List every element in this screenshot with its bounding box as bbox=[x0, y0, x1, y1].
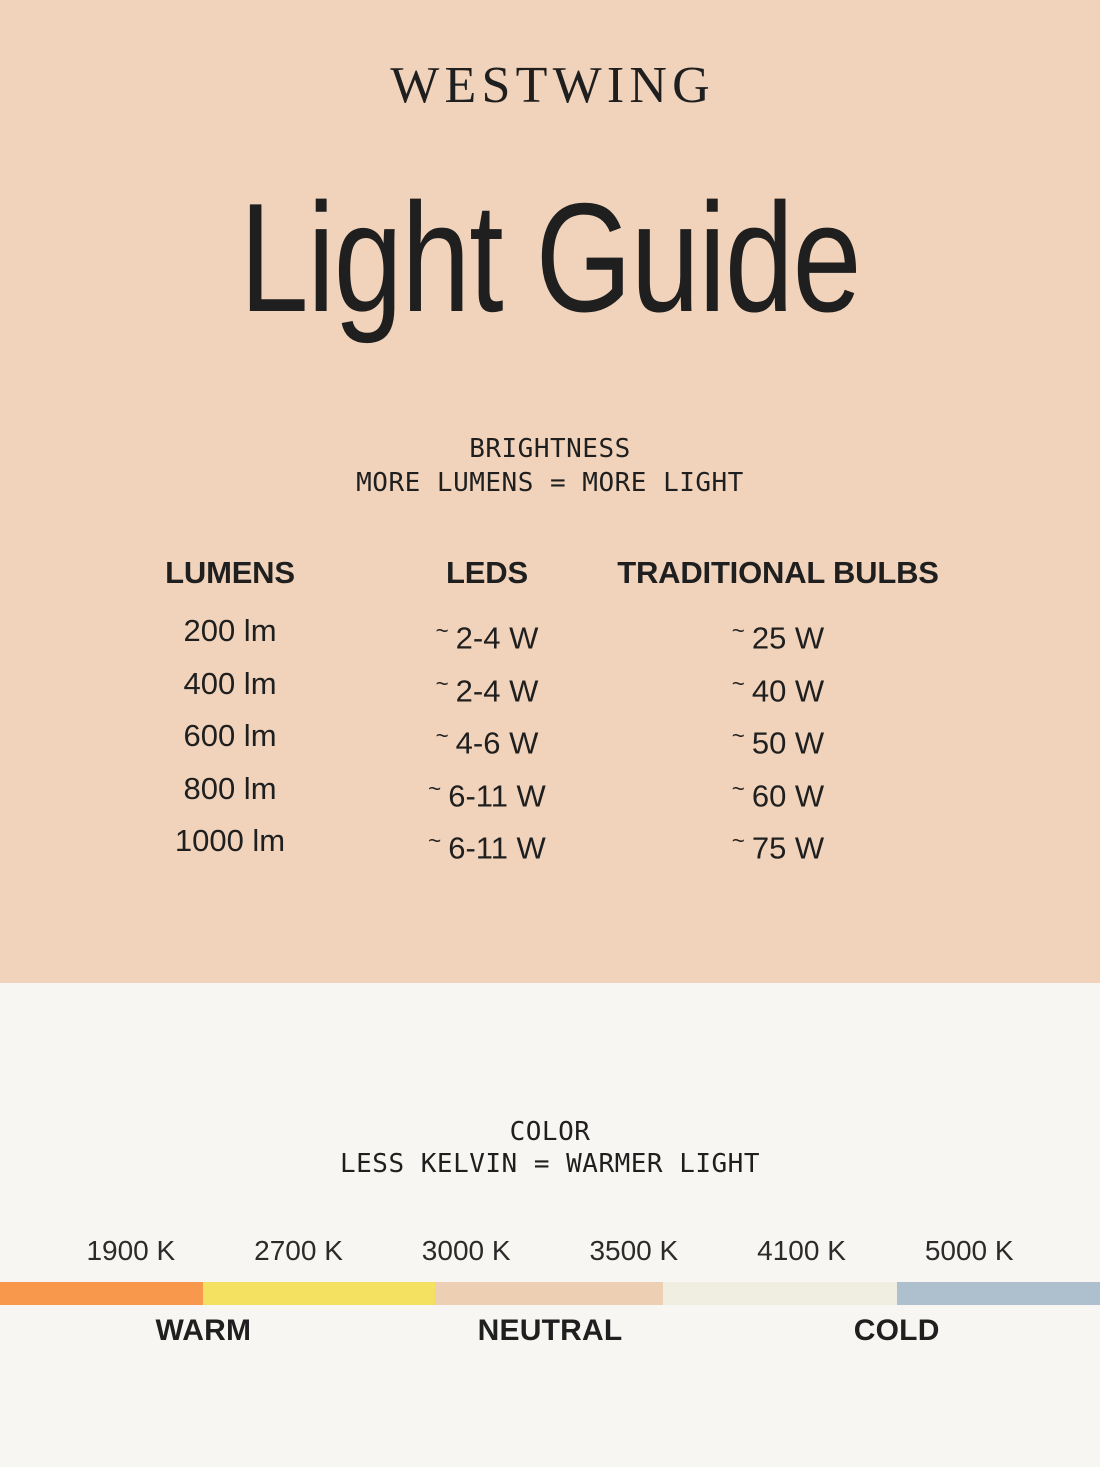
lumens-cell: 1000 lm bbox=[174, 823, 286, 858]
lumens-cell: 200 lm bbox=[183, 613, 277, 648]
temp-label-neutral: NEUTRAL bbox=[477, 1314, 623, 1347]
table-row bbox=[0, 718, 1100, 761]
leds-cell bbox=[337, 773, 637, 814]
brand-logo: WESTWING bbox=[390, 57, 715, 114]
kelvin-label: 1900 K bbox=[86, 1235, 176, 1266]
kelvin-label: 4100 K bbox=[757, 1235, 846, 1266]
table-header-traditional-bulbs: TRADITIONAL BULBS bbox=[617, 555, 939, 590]
bulbs-value: 25 W bbox=[751, 620, 825, 656]
approx-tilde: ~ bbox=[731, 618, 745, 643]
approx-tilde: ~ bbox=[435, 670, 449, 696]
approx-tilde: ~ bbox=[428, 828, 442, 853]
approx-tilde: ~ bbox=[731, 828, 745, 853]
temp-label-warm: WARM bbox=[155, 1314, 252, 1347]
leds-cell bbox=[337, 615, 637, 656]
brightness-heading: BRIGHTNESS bbox=[469, 434, 631, 464]
table-row bbox=[0, 613, 1100, 656]
scale-segment-warm-orange bbox=[0, 1282, 203, 1305]
bulbs-cell bbox=[608, 668, 948, 709]
kelvin-label: 5000 K bbox=[924, 1235, 1014, 1266]
table-header-leds: LEDS bbox=[446, 555, 528, 590]
lumens-cell: 400 lm bbox=[183, 665, 277, 701]
table-rows bbox=[0, 615, 1100, 878]
kelvin-label: 2700 K bbox=[254, 1235, 343, 1266]
temp-label-cold: COLD bbox=[853, 1314, 940, 1347]
color-temperature-scale bbox=[0, 1282, 1100, 1305]
approx-tilde: ~ bbox=[731, 723, 745, 748]
leds-cell bbox=[337, 720, 637, 761]
bulbs-cell bbox=[608, 825, 948, 866]
bulbs-value: 50 W bbox=[751, 725, 825, 761]
page-title: Light Guide bbox=[239, 171, 861, 344]
table-header-row bbox=[0, 557, 1100, 589]
lumens-cell: 800 lm bbox=[183, 770, 277, 806]
bulbs-cell bbox=[608, 773, 948, 814]
color-section bbox=[0, 983, 1100, 1467]
leds-value: 2-4 W bbox=[455, 620, 539, 656]
kelvin-labels-row bbox=[0, 1237, 1100, 1265]
table-row bbox=[0, 665, 1100, 709]
color-heading: COLOR bbox=[509, 1117, 591, 1147]
leds-value: 4-6 W bbox=[455, 725, 539, 761]
table-row bbox=[0, 770, 1100, 814]
approx-tilde: ~ bbox=[435, 618, 449, 643]
leds-cell bbox=[337, 668, 637, 709]
leds-value: 2-4 W bbox=[455, 673, 539, 709]
leds-value: 6-11 W bbox=[448, 778, 546, 814]
approx-tilde: ~ bbox=[435, 723, 449, 748]
brightness-subheading: MORE LUMENS = MORE LIGHT bbox=[356, 468, 744, 498]
table-header-lumens: LUMENS bbox=[165, 555, 295, 590]
bulbs-value: 75 W bbox=[751, 830, 825, 866]
table-row bbox=[0, 823, 1100, 866]
color-subheading: LESS KELVIN = WARMER LIGHT bbox=[340, 1149, 760, 1179]
scale-segment-neutral-cream bbox=[663, 1282, 897, 1305]
temperature-labels-row bbox=[0, 1316, 1100, 1346]
scale-segment-cold-blue bbox=[897, 1282, 1100, 1305]
scale-segment-neutral-peach bbox=[435, 1282, 663, 1305]
bulbs-cell bbox=[608, 615, 948, 656]
approx-tilde: ~ bbox=[731, 775, 745, 801]
leds-cell bbox=[337, 825, 637, 866]
approx-tilde: ~ bbox=[428, 775, 442, 801]
bulbs-cell bbox=[608, 720, 948, 761]
scale-segment-warm-yellow bbox=[203, 1282, 435, 1305]
lumens-cell: 600 lm bbox=[183, 718, 277, 753]
kelvin-label: 3000 K bbox=[421, 1235, 511, 1266]
leds-value: 6-11 W bbox=[448, 830, 546, 866]
bulbs-value: 40 W bbox=[751, 673, 825, 709]
kelvin-label: 3500 K bbox=[589, 1235, 679, 1266]
approx-tilde: ~ bbox=[731, 670, 745, 696]
bulbs-value: 60 W bbox=[751, 778, 825, 814]
